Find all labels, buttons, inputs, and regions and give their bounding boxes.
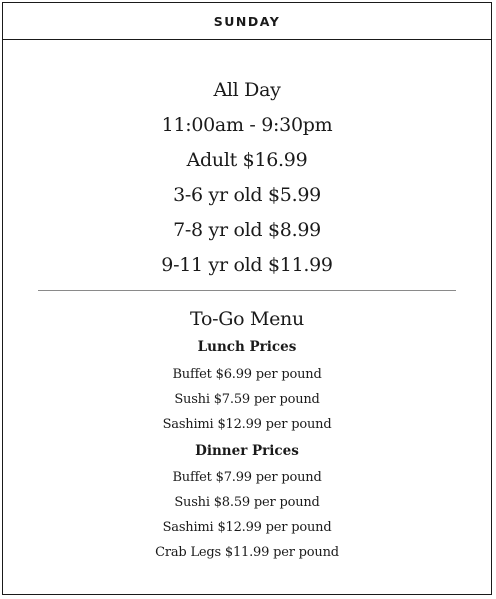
- child-3-6-price: 3-6 yr old $5.99: [173, 184, 321, 206]
- child-7-8-price: 7-8 yr old $8.99: [173, 219, 321, 241]
- dinner-prices-list: [3, 465, 491, 565]
- lunch-prices-title: Lunch Prices: [197, 339, 297, 355]
- lunch-sashimi-price: Sashimi $12.99 per pound: [162, 417, 332, 432]
- dinner-buffet-price: Buffet $7.99 per pound: [172, 470, 322, 485]
- togo-menu-title: To-Go Menu: [190, 308, 304, 330]
- lunch-sushi-price: Sushi $7.59 per pound: [174, 392, 320, 407]
- lunch-buffet-price: Buffet $6.99 per pound: [172, 367, 322, 382]
- hours-and-prices: [3, 40, 491, 283]
- hours-text: 11:00am - 9:30pm: [161, 114, 333, 136]
- dinner-prices-title: Dinner Prices: [195, 443, 299, 459]
- menu-card: [2, 2, 492, 595]
- day-title: SUNDAY: [213, 13, 281, 29]
- dinner-crab-legs-price: Crab Legs $11.99 per pound: [155, 545, 339, 560]
- dinner-sushi-price: Sushi $8.59 per pound: [174, 495, 320, 510]
- menu-body: [3, 40, 491, 565]
- availability-text: All Day: [213, 79, 281, 101]
- dinner-sashimi-price: Sashimi $12.99 per pound: [162, 520, 332, 535]
- adult-price: Adult $16.99: [186, 149, 308, 171]
- day-header: [3, 3, 491, 40]
- section-divider: [38, 290, 456, 291]
- child-9-11-price: 9-11 yr old $11.99: [161, 254, 333, 276]
- lunch-prices-list: [3, 362, 491, 437]
